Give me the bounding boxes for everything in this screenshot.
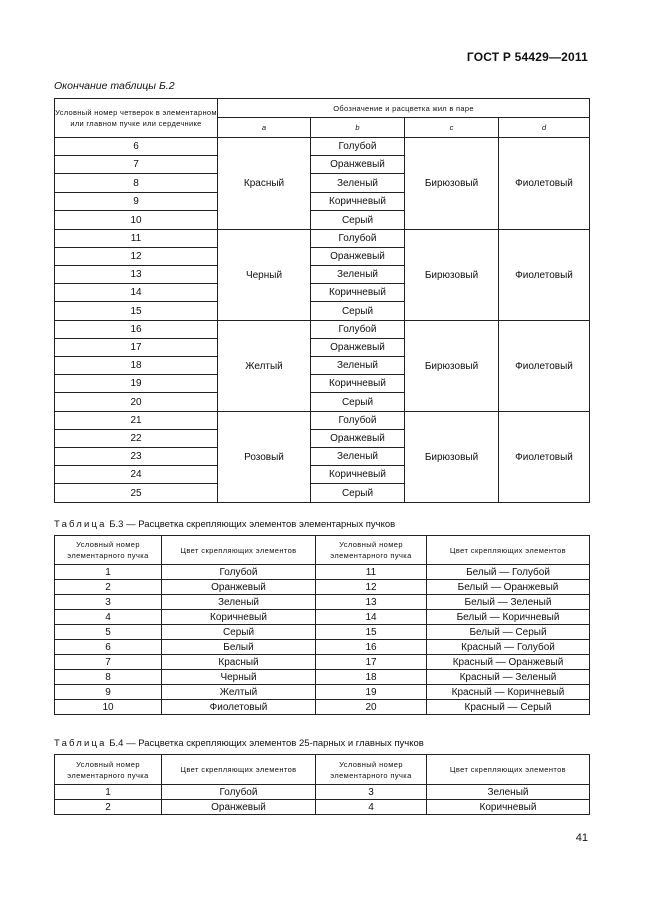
binder-color-cell: Зеленый (427, 785, 590, 800)
table-row (55, 230, 590, 248)
wire-b-color-cell: Оранжевый (311, 339, 405, 357)
wire-b-color-cell: Голубой (311, 321, 405, 339)
header-quad-number: Условный номер четверок в элементарном или главном пучке или сердечнике (55, 99, 218, 138)
binder-color-cell: Коричневый (427, 800, 590, 815)
wire-a-color-cell: Желтый (218, 321, 311, 412)
binder-color-cell: Красный — Коричневый (427, 685, 590, 700)
quad-number-cell: 15 (55, 302, 218, 321)
binder-color-cell: Красный — Голубой (427, 640, 590, 655)
table-row (55, 610, 590, 625)
bundle-number-cell: 12 (316, 580, 427, 595)
wire-b-color-cell: Голубой (311, 230, 405, 248)
bundle-number-cell: 10 (55, 700, 162, 715)
wire-b-color-cell: Зеленый (311, 266, 405, 284)
header-sub-a: a (218, 118, 311, 138)
header-sub-d: d (499, 118, 590, 138)
wire-b-color-cell: Голубой (311, 412, 405, 430)
binder-color-cell: Красный — Зеленый (427, 670, 590, 685)
document-code-header: ГОСТ Р 54429—2011 (466, 50, 588, 64)
wire-b-color-cell: Оранжевый (311, 156, 405, 174)
quad-number-cell: 23 (55, 448, 218, 466)
bundle-number-cell: 6 (55, 640, 162, 655)
bundle-number-cell: 20 (316, 700, 427, 715)
binder-color-cell: Голубой (162, 785, 316, 800)
table-b4-caption-text: Б.4 — Расцветка скрепляющих элементов 25-парных и главных пучков (106, 738, 424, 749)
header-bundle-number: Условный номер элементарного пучка (316, 755, 427, 785)
wire-b-color-cell: Коричневый (311, 193, 405, 211)
binder-color-cell: Оранжевый (162, 800, 316, 815)
quad-number-cell: 7 (55, 156, 218, 174)
table-row (55, 412, 590, 430)
binder-color-cell: Коричневый (162, 610, 316, 625)
table-b2-caption: Окончание таблицы Б.2 (54, 80, 175, 92)
header-binder-color: Цвет скрепляющих элементов (427, 755, 590, 785)
quad-number-cell: 20 (55, 393, 218, 412)
quad-number-cell: 10 (55, 211, 218, 230)
wire-b-color-cell: Коричневый (311, 284, 405, 302)
table-row (55, 800, 590, 815)
header-bundle-number: Условный номер элементарного пучка (55, 536, 162, 565)
bundle-number-cell: 4 (55, 610, 162, 625)
header-binder-color: Цвет скрепляющих элементов (427, 536, 590, 565)
wire-b-color-cell: Серый (311, 484, 405, 503)
header-bundle-number: Условный номер элементарного пучка (55, 755, 162, 785)
wire-d-color-cell: Фиолетовый (499, 230, 590, 321)
bundle-number-cell: 16 (316, 640, 427, 655)
bundle-number-cell: 2 (55, 580, 162, 595)
binder-color-cell: Белый — Зеленый (427, 595, 590, 610)
binder-color-cell: Красный — Оранжевый (427, 655, 590, 670)
bundle-number-cell: 1 (55, 785, 162, 800)
table-b4-caption-label: Таблица (54, 738, 107, 749)
bundle-number-cell: 8 (55, 670, 162, 685)
page-number: 41 (575, 832, 588, 844)
wire-c-color-cell: Бирюзовый (405, 138, 499, 230)
bundle-number-cell: 17 (316, 655, 427, 670)
table-row (55, 321, 590, 339)
bundle-number-cell: 3 (55, 595, 162, 610)
bundle-number-cell: 14 (316, 610, 427, 625)
header-sub-b: b (311, 118, 405, 138)
binder-color-cell: Белый — Голубой (427, 565, 590, 580)
table-b3 (54, 535, 590, 715)
wire-b-color-cell: Зеленый (311, 448, 405, 466)
quad-number-cell: 6 (55, 138, 218, 156)
header-sub-c: c (405, 118, 499, 138)
header-binder-color: Цвет скрепляющих элементов (162, 536, 316, 565)
table-b3-caption (54, 519, 395, 530)
wire-c-color-cell: Бирюзовый (405, 230, 499, 321)
quad-number-cell: 17 (55, 339, 218, 357)
binder-color-cell: Красный — Серый (427, 700, 590, 715)
binder-color-cell: Белый — Оранжевый (427, 580, 590, 595)
header-wire-designation: Обозначение и расцветка жил в паре (218, 99, 590, 118)
table-b4 (54, 754, 590, 815)
wire-b-color-cell: Зеленый (311, 174, 405, 193)
bundle-number-cell: 9 (55, 685, 162, 700)
table-row (55, 138, 590, 156)
bundle-number-cell: 4 (316, 800, 427, 815)
header-binder-color: Цвет скрепляющих элементов (162, 755, 316, 785)
table-b4-caption (54, 738, 424, 749)
wire-a-color-cell: Розовый (218, 412, 311, 503)
bundle-number-cell: 11 (316, 565, 427, 580)
quad-number-cell: 21 (55, 412, 218, 430)
wire-b-color-cell: Серый (311, 393, 405, 412)
wire-c-color-cell: Бирюзовый (405, 321, 499, 412)
quad-number-cell: 9 (55, 193, 218, 211)
binder-color-cell: Серый (162, 625, 316, 640)
bundle-number-cell: 3 (316, 785, 427, 800)
wire-d-color-cell: Фиолетовый (499, 138, 590, 230)
table-b2-end (54, 98, 590, 503)
table-row (55, 625, 590, 640)
quad-number-cell: 16 (55, 321, 218, 339)
binder-color-cell: Белый — Коричневый (427, 610, 590, 625)
quad-number-cell: 25 (55, 484, 218, 503)
table-b3-caption-text: Б.3 — Расцветка скрепляющих элементов элементарных пучков (106, 519, 396, 530)
quad-number-cell: 24 (55, 466, 218, 484)
bundle-number-cell: 7 (55, 655, 162, 670)
wire-b-color-cell: Коричневый (311, 375, 405, 393)
wire-d-color-cell: Фиолетовый (499, 321, 590, 412)
binder-color-cell: Белый (162, 640, 316, 655)
binder-color-cell: Желтый (162, 685, 316, 700)
wire-a-color-cell: Черный (218, 230, 311, 321)
table-row (55, 640, 590, 655)
header-bundle-number: Условный номер элементарного пучка (316, 536, 427, 565)
bundle-number-cell: 13 (316, 595, 427, 610)
quad-number-cell: 11 (55, 230, 218, 248)
bundle-number-cell: 19 (316, 685, 427, 700)
binder-color-cell: Белый — Серый (427, 625, 590, 640)
table-row (55, 685, 590, 700)
wire-b-color-cell: Оранжевый (311, 430, 405, 448)
table-row (55, 655, 590, 670)
wire-b-color-cell: Коричневый (311, 466, 405, 484)
wire-b-color-cell: Серый (311, 302, 405, 321)
table-row (55, 580, 590, 595)
binder-color-cell: Красный (162, 655, 316, 670)
binder-color-cell: Зеленый (162, 595, 316, 610)
quad-number-cell: 19 (55, 375, 218, 393)
table-b3-caption-label: Таблица (54, 519, 107, 530)
table-row (55, 785, 590, 800)
table-row (55, 565, 590, 580)
table-row (55, 595, 590, 610)
table-row (55, 670, 590, 685)
quad-number-cell: 13 (55, 266, 218, 284)
bundle-number-cell: 2 (55, 800, 162, 815)
wire-b-color-cell: Оранжевый (311, 248, 405, 266)
binder-color-cell: Фиолетовый (162, 700, 316, 715)
quad-number-cell: 8 (55, 174, 218, 193)
quad-number-cell: 22 (55, 430, 218, 448)
bundle-number-cell: 5 (55, 625, 162, 640)
binder-color-cell: Голубой (162, 565, 316, 580)
wire-b-color-cell: Зеленый (311, 357, 405, 375)
wire-d-color-cell: Фиолетовый (499, 412, 590, 503)
wire-b-color-cell: Серый (311, 211, 405, 230)
bundle-number-cell: 1 (55, 565, 162, 580)
quad-number-cell: 14 (55, 284, 218, 302)
quad-number-cell: 18 (55, 357, 218, 375)
wire-a-color-cell: Красный (218, 138, 311, 230)
bundle-number-cell: 18 (316, 670, 427, 685)
wire-c-color-cell: Бирюзовый (405, 412, 499, 503)
table-row (55, 700, 590, 715)
bundle-number-cell: 15 (316, 625, 427, 640)
binder-color-cell: Черный (162, 670, 316, 685)
binder-color-cell: Оранжевый (162, 580, 316, 595)
quad-number-cell: 12 (55, 248, 218, 266)
wire-b-color-cell: Голубой (311, 138, 405, 156)
